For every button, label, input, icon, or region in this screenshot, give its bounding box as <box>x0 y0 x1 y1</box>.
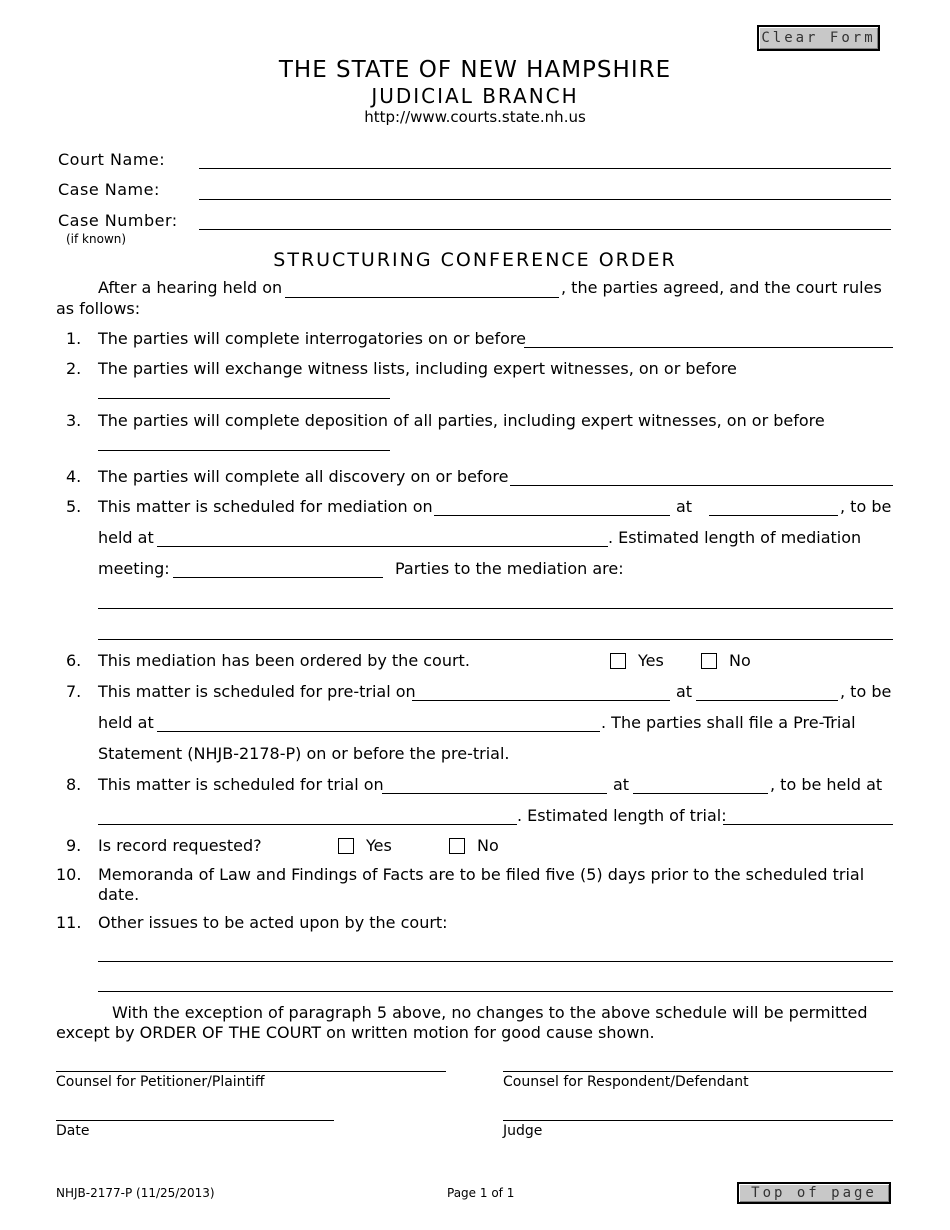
top-of-page-button[interactable]: Top of page <box>737 1182 891 1204</box>
intro-text-after: , the parties agreed, and the court rules <box>561 278 882 297</box>
item-number: 4. <box>66 467 82 486</box>
item-5-parties-label: Parties to the mediation are: <box>395 559 624 578</box>
form-id: NHJB-2177-P (11/25/2013) <box>56 1186 215 1200</box>
item-2-text: The parties will exchange witness lists, including expert witnesses, on or before <box>98 359 737 378</box>
mediation-date-field[interactable] <box>434 515 670 516</box>
pretrial-time-field[interactable] <box>696 700 838 701</box>
item-7-text: This matter is scheduled for pre-trial on <box>98 682 416 701</box>
page-number: Page 1 of 1 <box>447 1186 515 1200</box>
court-name-label: Court Name: <box>58 150 166 169</box>
item-5-at-label: at <box>676 497 693 516</box>
respondent-label: Counsel for Respondent/Defendant <box>503 1074 749 1090</box>
item-5-to-be: , to be <box>840 497 892 516</box>
yes-label: Yes <box>366 836 392 855</box>
item-number: 7. <box>66 682 82 701</box>
item-number: 5. <box>66 497 82 516</box>
witness-lists-date-field[interactable] <box>98 398 390 399</box>
closing-text-line1: With the exception of paragraph 5 above, no changes to the above schedule will be permitted <box>112 1003 868 1022</box>
branch-heading: JUDICIAL BRANCH <box>371 84 579 108</box>
hearing-date-field[interactable] <box>285 297 559 298</box>
date-signature-line[interactable] <box>56 1120 334 1121</box>
mediation-time-field[interactable] <box>709 515 838 516</box>
trial-time-field[interactable] <box>633 793 768 794</box>
item-1-text: The parties will complete interrogatories on or before <box>98 329 526 348</box>
mediation-location-field[interactable] <box>157 546 608 547</box>
item-7-at-label: at <box>676 682 693 701</box>
respondent-signature-line[interactable] <box>503 1071 893 1072</box>
pretrial-date-field[interactable] <box>412 700 670 701</box>
date-label: Date <box>56 1123 90 1139</box>
intro-text-before: After a hearing held on <box>98 278 283 297</box>
item-7-to-be: , to be <box>840 682 892 701</box>
other-issues-line-1[interactable] <box>98 961 893 962</box>
no-label: No <box>477 836 499 855</box>
item-number: 1. <box>66 329 82 348</box>
clear-form-button[interactable]: Clear Form <box>757 25 880 51</box>
intro-text-line2: as follows: <box>56 299 141 318</box>
item-number: 3. <box>66 411 82 430</box>
item-number: 11. <box>56 913 82 932</box>
interrogatories-date-field[interactable] <box>524 347 893 348</box>
closing-text-line2: except by ORDER OF THE COURT on written motion for good cause shown. <box>56 1023 655 1042</box>
item-7-statement-text: Statement (NHJB-2178-P) on or before the pre-trial. <box>98 744 510 763</box>
item-6-text: This mediation has been ordered by the court. <box>98 651 470 670</box>
case-name-label: Case Name: <box>58 180 160 199</box>
if-known-note: (if known) <box>66 232 127 246</box>
mediation-ordered-no-checkbox[interactable] <box>701 653 717 669</box>
item-number: 6. <box>66 651 82 670</box>
item-number: 8. <box>66 775 82 794</box>
item-5-meeting-label: meeting: <box>98 559 170 578</box>
item-number: 10. <box>56 865 82 884</box>
no-label: No <box>729 651 751 670</box>
item-number: 9. <box>66 836 82 855</box>
form-title: STRUCTURING CONFERENCE ORDER <box>273 249 677 271</box>
petitioner-signature-line[interactable] <box>56 1071 446 1072</box>
mediation-parties-line-2[interactable] <box>98 639 893 640</box>
mediation-length-field[interactable] <box>173 577 383 578</box>
item-3-text: The parties will complete deposition of all parties, including expert witnesses, on or before <box>98 411 825 430</box>
state-heading: THE STATE OF NEW HAMPSHIRE <box>278 57 672 83</box>
trial-date-field[interactable] <box>382 793 607 794</box>
judge-signature-line[interactable] <box>503 1120 893 1121</box>
item-8-text: This matter is scheduled for trial on <box>98 775 384 794</box>
trial-length-field[interactable] <box>723 824 893 825</box>
court-url: http://www.courts.state.nh.us <box>364 108 586 126</box>
item-5-text: This matter is scheduled for mediation on <box>98 497 433 516</box>
mediation-parties-line-1[interactable] <box>98 608 893 609</box>
item-number: 2. <box>66 359 82 378</box>
trial-location-field[interactable] <box>98 824 517 825</box>
case-name-field[interactable] <box>199 199 891 200</box>
item-9-text: Is record requested? <box>98 836 262 855</box>
item-10-text-cont: date. <box>98 885 140 904</box>
record-requested-yes-checkbox[interactable] <box>338 838 354 854</box>
court-name-field[interactable] <box>199 168 891 169</box>
item-8-est-length: . Estimated length of trial: <box>517 806 727 825</box>
mediation-ordered-yes-checkbox[interactable] <box>610 653 626 669</box>
record-requested-no-checkbox[interactable] <box>449 838 465 854</box>
discovery-date-field[interactable] <box>510 485 893 486</box>
yes-label: Yes <box>638 651 664 670</box>
judge-label: Judge <box>503 1123 543 1139</box>
petitioner-label: Counsel for Petitioner/Plaintiff <box>56 1074 265 1090</box>
case-number-field[interactable] <box>199 229 891 230</box>
item-5-held-at: held at <box>98 528 154 547</box>
item-7-file-text: . The parties shall file a Pre-Trial <box>601 713 856 732</box>
pretrial-location-field[interactable] <box>157 731 600 732</box>
item-8-to-be-held: , to be held at <box>770 775 883 794</box>
other-issues-line-2[interactable] <box>98 991 893 992</box>
item-5-est-length: . Estimated length of mediation <box>608 528 862 547</box>
case-number-label: Case Number: <box>58 211 178 230</box>
item-7-held-at: held at <box>98 713 154 732</box>
item-8-at-label: at <box>613 775 630 794</box>
item-4-text: The parties will complete all discovery on or before <box>98 467 509 486</box>
item-10-text: Memoranda of Law and Findings of Facts are to be filed five (5) days prior to the scheduled trial <box>98 865 865 884</box>
deposition-date-field[interactable] <box>98 450 390 451</box>
item-11-text: Other issues to be acted upon by the court: <box>98 913 448 932</box>
